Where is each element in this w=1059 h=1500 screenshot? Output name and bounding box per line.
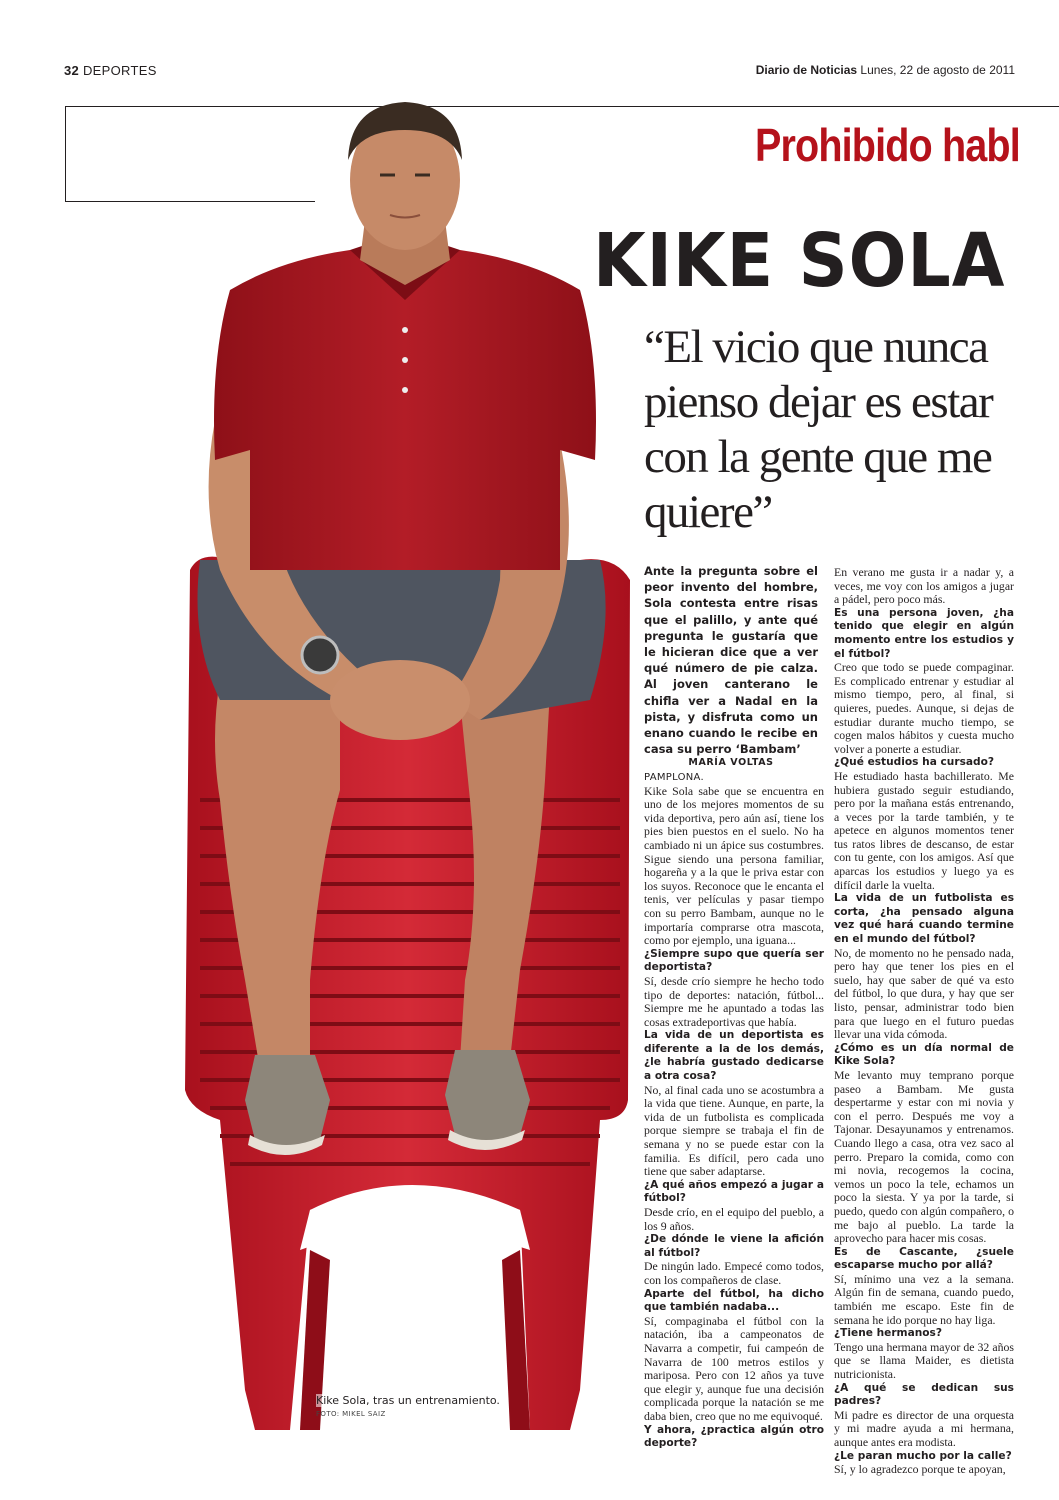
article-column-2 bbox=[834, 566, 1014, 1477]
interview-answer: Sí, compaginaba el fútbol con la natación, iba a campeonatos de Navarra a competir, fui campeón de Navarra de 100 metros estilos y mariposa. Pero con 12 años ya tuve que elegir y, aunque fue una decisión complicada porque la natación se me daba bien, creo que no me equivoqué. bbox=[644, 1313, 824, 1423]
interview-answer: Kike Sola sabe que se encuentra en uno de los mejores momentos de su vida deportiva, pero aún así, tiene los pies bien puestos en el suelo. No ha cambiado ni un ápice sus costumbres. Sigue siendo una persona familiar, hogareña y a la que le priva estar con los suyos. Reconoce que le encanta el tenis, ver películas y pasar tiempo con su perro Bambam, aunque no le importaría comprarse otra mascota, como por ejemplo, una iguana... bbox=[644, 783, 824, 948]
interview-question: Es de Cascante, ¿suele escaparse mucho por allá? bbox=[834, 1245, 1014, 1272]
interview-question: ¿Cómo es un día normal de Kike Sola? bbox=[834, 1041, 1014, 1068]
interview-question: Y ahora, ¿practica algún otro deporte? bbox=[644, 1423, 824, 1450]
article-column-1 bbox=[644, 770, 824, 1451]
interview-answer: En verano me gusta ir a nadar y, a veces, me voy con los amigos a jugar a pádel, pero poco más. bbox=[834, 565, 1014, 607]
frame-left-rule bbox=[65, 106, 66, 202]
interview-question: ¿A qué se dedican sus padres? bbox=[834, 1381, 1014, 1408]
interviewee-name: KIKE SOLA bbox=[593, 218, 1006, 304]
wristwatch bbox=[302, 637, 338, 673]
photo-credit: FOTO: MIKEL SAIZ bbox=[316, 1410, 386, 1418]
interview-answer: Mi padre es director de una orquesta y mi madre ayuda a mi hermana, aunque antes era modista. bbox=[834, 1407, 1014, 1449]
interview-answer: PAMPLONA. bbox=[644, 772, 704, 783]
byline: MARÍA VOLTAS bbox=[688, 757, 774, 768]
interview-answer: No, al final cada uno se acostumbra a la vida que tiene. Aunque, en parte, la vida de un futbolista es complicada porque siempre se trabaja el fin de semana y no se puede estar con la familia. Es difícil, pero cada uno tiene que saber adaptarse. bbox=[644, 1082, 824, 1179]
intro-paragraph: Ante la pregunta sobre el peor invento del hombre, Sola contesta entre risas que el palillo, y ante qué pregunta le gustaría que le hicieran dice que a ver qué número de pie calza. Al joven canterano le chifla ver a Nadal en la pista, y disfruta como un enano cuando le recibe en casa su perro ‘Bambam’ bbox=[644, 564, 818, 757]
interview-question: ¿Siempre supo que quería ser deportista? bbox=[644, 947, 824, 974]
newspaper-name: Diario de Noticias bbox=[755, 63, 858, 77]
interview-answer: Creo que todo se puede compaginar. Es complicado entrenar y estudiar al mismo tiempo, pero, al final, si quieres, puedes. Aunque, si dejas de estudiar durante mucho tiempo, se cogen malos hábitos y cuesta mucho volver a ponerte a estudiar. bbox=[834, 660, 1014, 756]
interview-question: La vida de un deportista es diferente a la de los demás, ¿le habría gustado dedicarse a otra cosa? bbox=[644, 1029, 824, 1083]
photo-caption: Kike Sola, tras un entrenamiento. bbox=[316, 1394, 500, 1407]
interview-question: ¿Qué estudios ha cursado? bbox=[834, 756, 995, 769]
interview-answer: He estudiado hasta bachillerato. Me hubiera gustado seguir estudiando, pero por la mañana estás entrenando, a veces por la tarde también, y te apetece en algunos momentos tener tus ratos libres de descanso, de estar con tu gente, con los amigos. Así que aparcas los estudios y luego ya es difícil darle la vuelta. bbox=[834, 768, 1014, 892]
interview-answer: Sí, mínimo una vez a la semana. Algún fin de semana, cuando puedo, también me escapo. Este fin de semana he ido porque no hay liga. bbox=[834, 1271, 1014, 1327]
headline-quote: “El vicio que nunca pienso dejar es estar con la gente que me quiere” bbox=[644, 321, 993, 538]
issue-date: Lunes, 22 de agosto de 2011 bbox=[860, 63, 1015, 77]
interview-question: Es una persona joven, ¿ha tenido que elegir en algún momento entre los estudios y el fútbol? bbox=[834, 606, 1014, 660]
page-header-right bbox=[756, 63, 1015, 77]
interview-question: ¿De dónde le viene la afición al fútbol? bbox=[644, 1233, 824, 1259]
interview-answer: Me levanto muy temprano porque paseo a Bambam. Me gusta despertarme y estar con mi novia y con el perro. Después me voy a Tajonar. Desayunamos y entrenamos. Cuando llego a casa, otra vez saco al perro. Preparo la comida, como con mi novia, recogemos la cocina, vemos un poco la tele, echamos un poco la siesta. Y ya por la tarde, si puedo, quedo con algún compañero, o me bajo al pueblo. La tarde la aprovecho para hacer mis cosas. bbox=[834, 1067, 1014, 1246]
interview-question: ¿Tiene hermanos? bbox=[834, 1327, 943, 1340]
interview-question: ¿A qué años empezó a jugar a fútbol? bbox=[644, 1178, 824, 1205]
section-title: Prohibido habl bbox=[755, 119, 1020, 171]
interview-answer: Tengo una hermana mayor de 32 años que se llama Maider, es dietista nutricionista. bbox=[834, 1339, 1014, 1382]
interview-question: Aparte del fútbol, ha dicho que también nadaba... bbox=[644, 1287, 824, 1314]
interview-answer: Sí, y lo agradezco porque te apoyan, bbox=[834, 1462, 1006, 1477]
hands bbox=[330, 660, 470, 740]
interview-question: La vida de un futbolista es corta, ¿ha pensado alguna vez qué hará cuando termine en el mundo del fútbol? bbox=[834, 892, 1014, 946]
section-name: DEPORTES bbox=[82, 63, 157, 78]
page-number: 32 bbox=[64, 63, 80, 78]
page-header-left bbox=[64, 63, 157, 78]
interview-question: ¿Le paran mucho por la calle? bbox=[834, 1449, 1012, 1462]
portrait-photo bbox=[160, 100, 650, 1435]
interview-answer: Sí, desde crío siempre he hecho todo tipo de deportes: natación, fútbol... Siempre me he apuntado a todas las cosas extradeportivas que había. bbox=[644, 973, 824, 1029]
interview-answer: De ningún lado. Empecé como todos, con los compañeros de clase. bbox=[644, 1259, 824, 1287]
interview-answer: No, de momento no he pensado nada, pero hay que tener los pies en el suelo, hay que saber de qué va esto del fútbol, lo que dura, y hay que ser listo, pensar, administrar todo bien para que luego en el futuro puedas llevar una vida cómoda. bbox=[834, 945, 1014, 1042]
interview-answer: Desde crío, en el equipo del pueblo, a los 9 años. bbox=[644, 1205, 824, 1233]
